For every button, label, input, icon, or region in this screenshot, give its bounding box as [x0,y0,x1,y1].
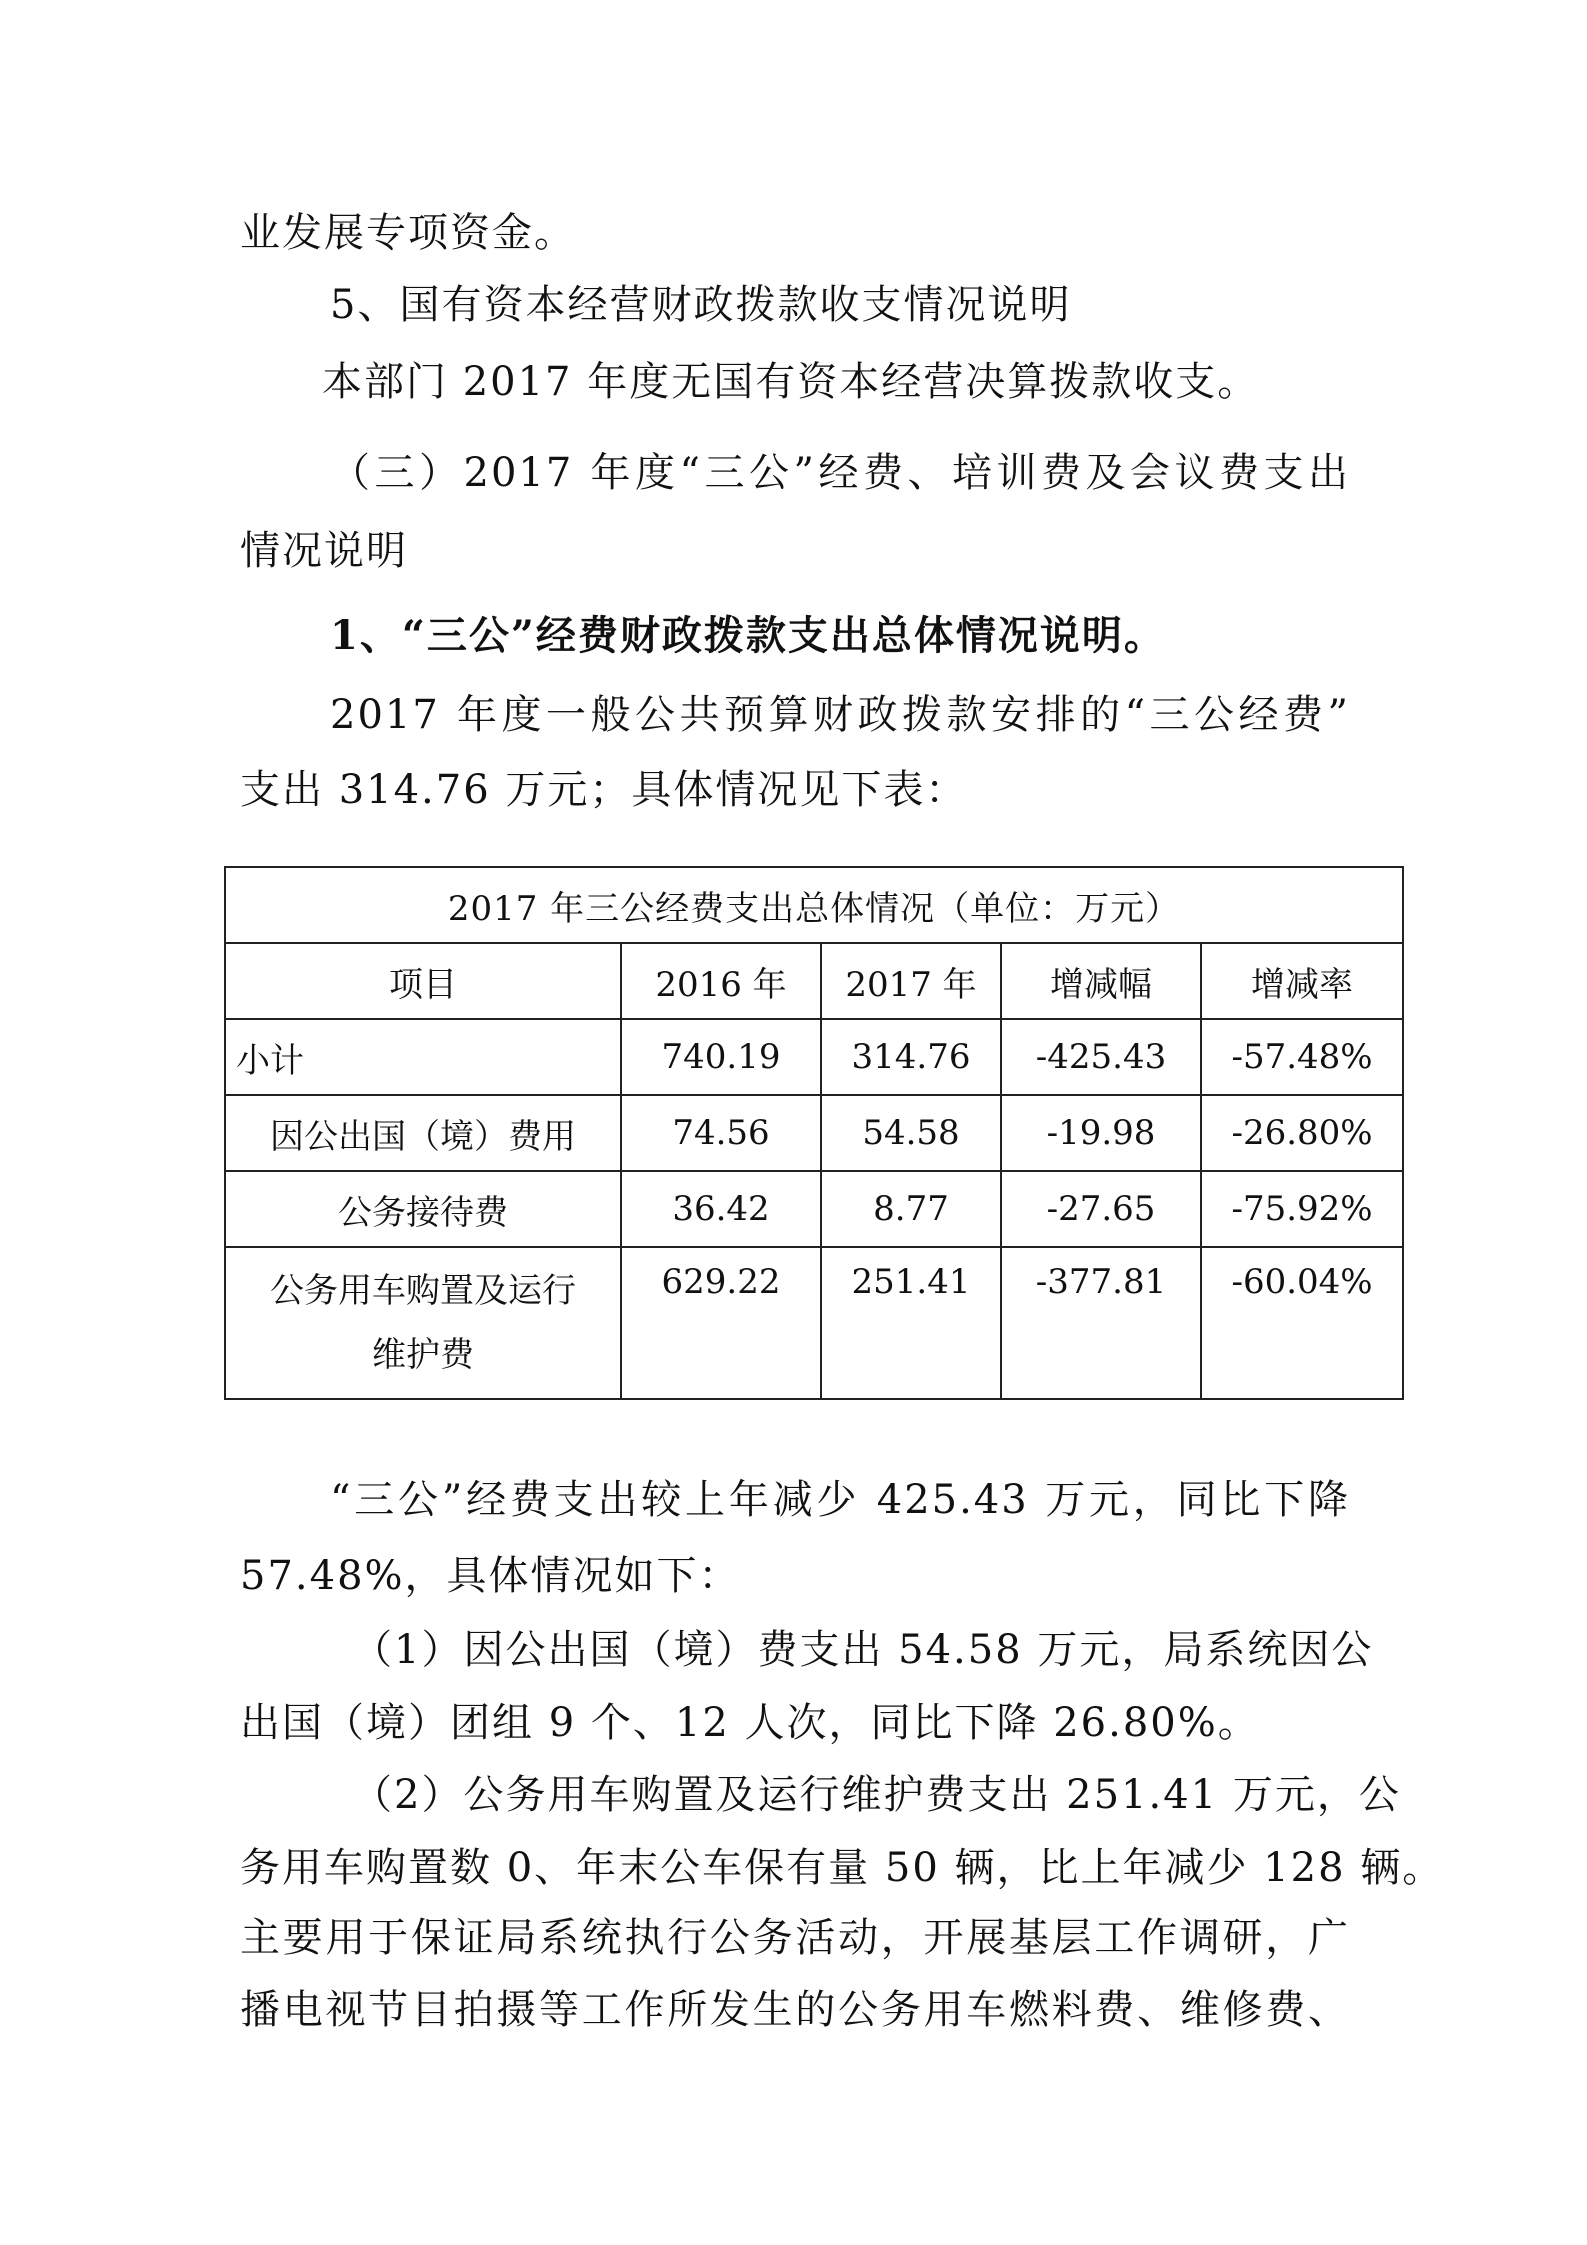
row-label-line: 维护费 [372,1335,474,1375]
section-heading: （三）2017 年度“三公”经费、培训费及会议费支出 [330,450,1350,496]
paragraph-line: “三公”经费支出较上年减少 425.43 万元，同比下降 [330,1477,1350,1523]
table-cell: -57.48% [1201,1019,1403,1095]
table-cell: 629.22 [621,1247,821,1399]
table-cell: 314.76 [821,1019,1001,1095]
table-row [225,1095,1403,1171]
table-cell: -19.98 [1001,1095,1201,1171]
paragraph-line: 57.48%，具体情况如下： [240,1553,741,1599]
subsection-heading: 1、“三公”经费财政拨款支出总体情况说明。 [330,612,1166,659]
table-cell: -425.43 [1001,1019,1201,1095]
table-header-row [225,943,1403,1019]
table-cell: -377.81 [1001,1247,1201,1399]
column-header: 增减率 [1201,943,1403,1019]
table-cell: -60.04% [1201,1247,1403,1399]
paragraph-line: 播电视节目拍摄等工作所发生的公务用车燃料费、维修费、 [240,1987,1350,2033]
table-cell: 54.58 [821,1095,1001,1171]
table-cell: 251.41 [821,1247,1001,1399]
paragraph-line: 2017 年度一般公共预算财政拨款安排的“三公经费” [330,692,1350,738]
table-cell: 740.19 [621,1019,821,1095]
table-cell: 74.56 [621,1095,821,1171]
row-label-line: 公务用车购置及运行 [270,1271,576,1311]
paragraph-line: 务用车购置数 0、年末公车保有量 50 辆，比上年减少 128 辆。 [240,1845,1445,1891]
table-row [225,1247,1403,1399]
row-label: 公务接待费 [225,1171,621,1247]
paragraph-line: （1）因公出国（境）费支出 54.58 万元，局系统因公 [352,1627,1374,1673]
paragraph-line: 本部门 2017 年度无国有资本经营决算拨款收支。 [322,359,1260,405]
table-cell: 36.42 [621,1171,821,1247]
table-cell: -26.80% [1201,1095,1403,1171]
table-row [225,1019,1403,1095]
expense-table [224,866,1404,1400]
column-header: 2016 年 [621,943,821,1019]
row-label: 因公出国（境）费用 [225,1095,621,1171]
row-label [225,1247,621,1399]
table-cell: -75.92% [1201,1171,1403,1247]
row-label: 小计 [225,1019,621,1095]
section-heading: 5、国有资本经营财政拨款收支情况说明 [330,282,1072,328]
paragraph-line: 支出 314.76 万元；具体情况见下表： [240,767,968,813]
table-cell: -27.65 [1001,1171,1201,1247]
table-cell: 8.77 [821,1171,1001,1247]
column-header: 2017 年 [821,943,1001,1019]
paragraph-line: 主要用于保证局系统执行公务活动，开展基层工作调研，广 [240,1915,1350,1961]
section-heading: 情况说明 [240,528,408,574]
paragraph-line: 业发展专项资金。 [240,210,576,256]
table-row [225,1171,1403,1247]
column-header: 增减幅 [1001,943,1201,1019]
paragraph-line: 出国（境）团组 9 个、12 人次，同比下降 26.80%。 [240,1700,1260,1746]
column-header: 项目 [225,943,621,1019]
paragraph-line: （2）公务用车购置及运行维护费支出 251.41 万元，公 [352,1772,1401,1818]
table-caption: 2017 年三公经费支出总体情况（单位：万元） [225,867,1403,943]
